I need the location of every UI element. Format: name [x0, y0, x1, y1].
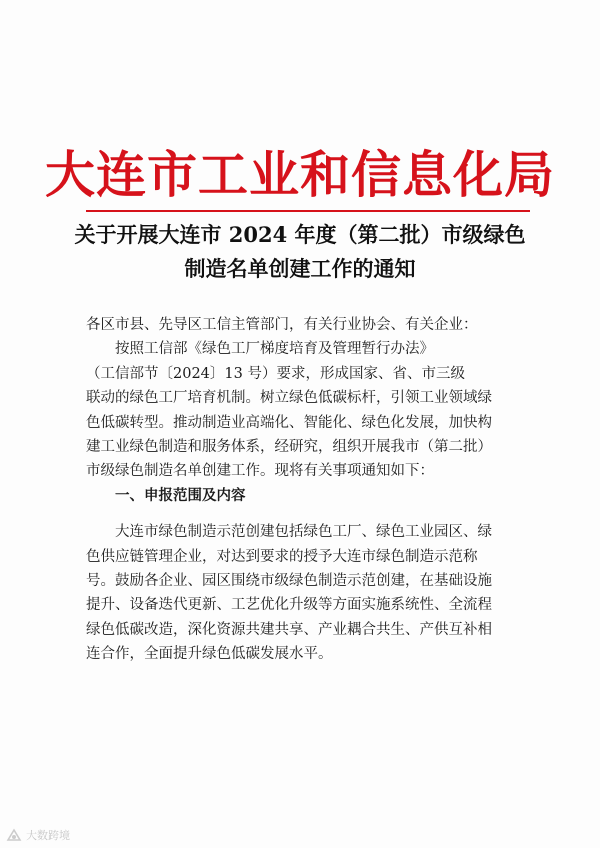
watermark: [6, 826, 70, 844]
spacer: [86, 508, 546, 520]
notice-title: [60, 218, 540, 286]
paragraph-2-line: 色供应链管理企业，对达到要求的授予大连市绿色制造示范称: [86, 548, 478, 565]
paragraph-1-line: 色低碳转型。推动制造业高端化、智能化、绿色化发展，加快构: [86, 414, 492, 431]
paragraph-2-line: 提升、设备迭代更新、工艺优化升级等方面实施系统性、全流程: [86, 597, 492, 614]
paragraph-2-line: 号。鼓励各企业、园区围绕市级绿色制造示范创建，在基础设施: [86, 572, 492, 589]
red-divider-line: [86, 210, 530, 212]
title-line-1: 关于开展大连市 2024 年度（第二批）市级绿色: [74, 222, 526, 247]
paragraph-1-line: 市级绿色制造名单创建工作。现将有关事项通知如下：: [86, 463, 434, 480]
paragraph-1-line: 联动的绿色工厂培育机制。树立绿色低碳标杆，引领工业领域绿: [86, 390, 492, 407]
watermark-logo-icon: [6, 828, 22, 842]
masthead-title: 大连市工业和信息化局: [45, 145, 555, 204]
paragraph-2-line: 连合作，全面提升绿色低碳发展水平。: [86, 646, 333, 663]
notice-body: [86, 313, 546, 666]
paragraph-1-line: （工信部节〔2024〕13 号）要求，形成国家、省、市三级: [86, 365, 465, 382]
paragraph-1-line: 按照工信部《绿色工厂梯度培育及管理暂行办法》: [115, 341, 434, 358]
section-heading-1: 一、申报范围及内容: [115, 487, 246, 504]
paragraph-1-line: 建工业绿色制造和服务体系，经研究，组织开展我市（第二批）: [86, 438, 492, 455]
watermark-text: 大数跨境: [26, 829, 70, 842]
title-line-2: 制造名单创建工作的通知: [184, 256, 416, 281]
paragraph-2-line: 绿色低碳改造，深化资源共建共享、产业耦合共生、产供互补相: [86, 621, 492, 638]
paragraph-2-line: 大连市绿色制造示范创建包括绿色工厂、绿色工业园区、绿: [115, 524, 492, 541]
addressee-line: 各区市县、先导区工信主管部门，有关行业协会、有关企业：: [86, 317, 478, 333]
